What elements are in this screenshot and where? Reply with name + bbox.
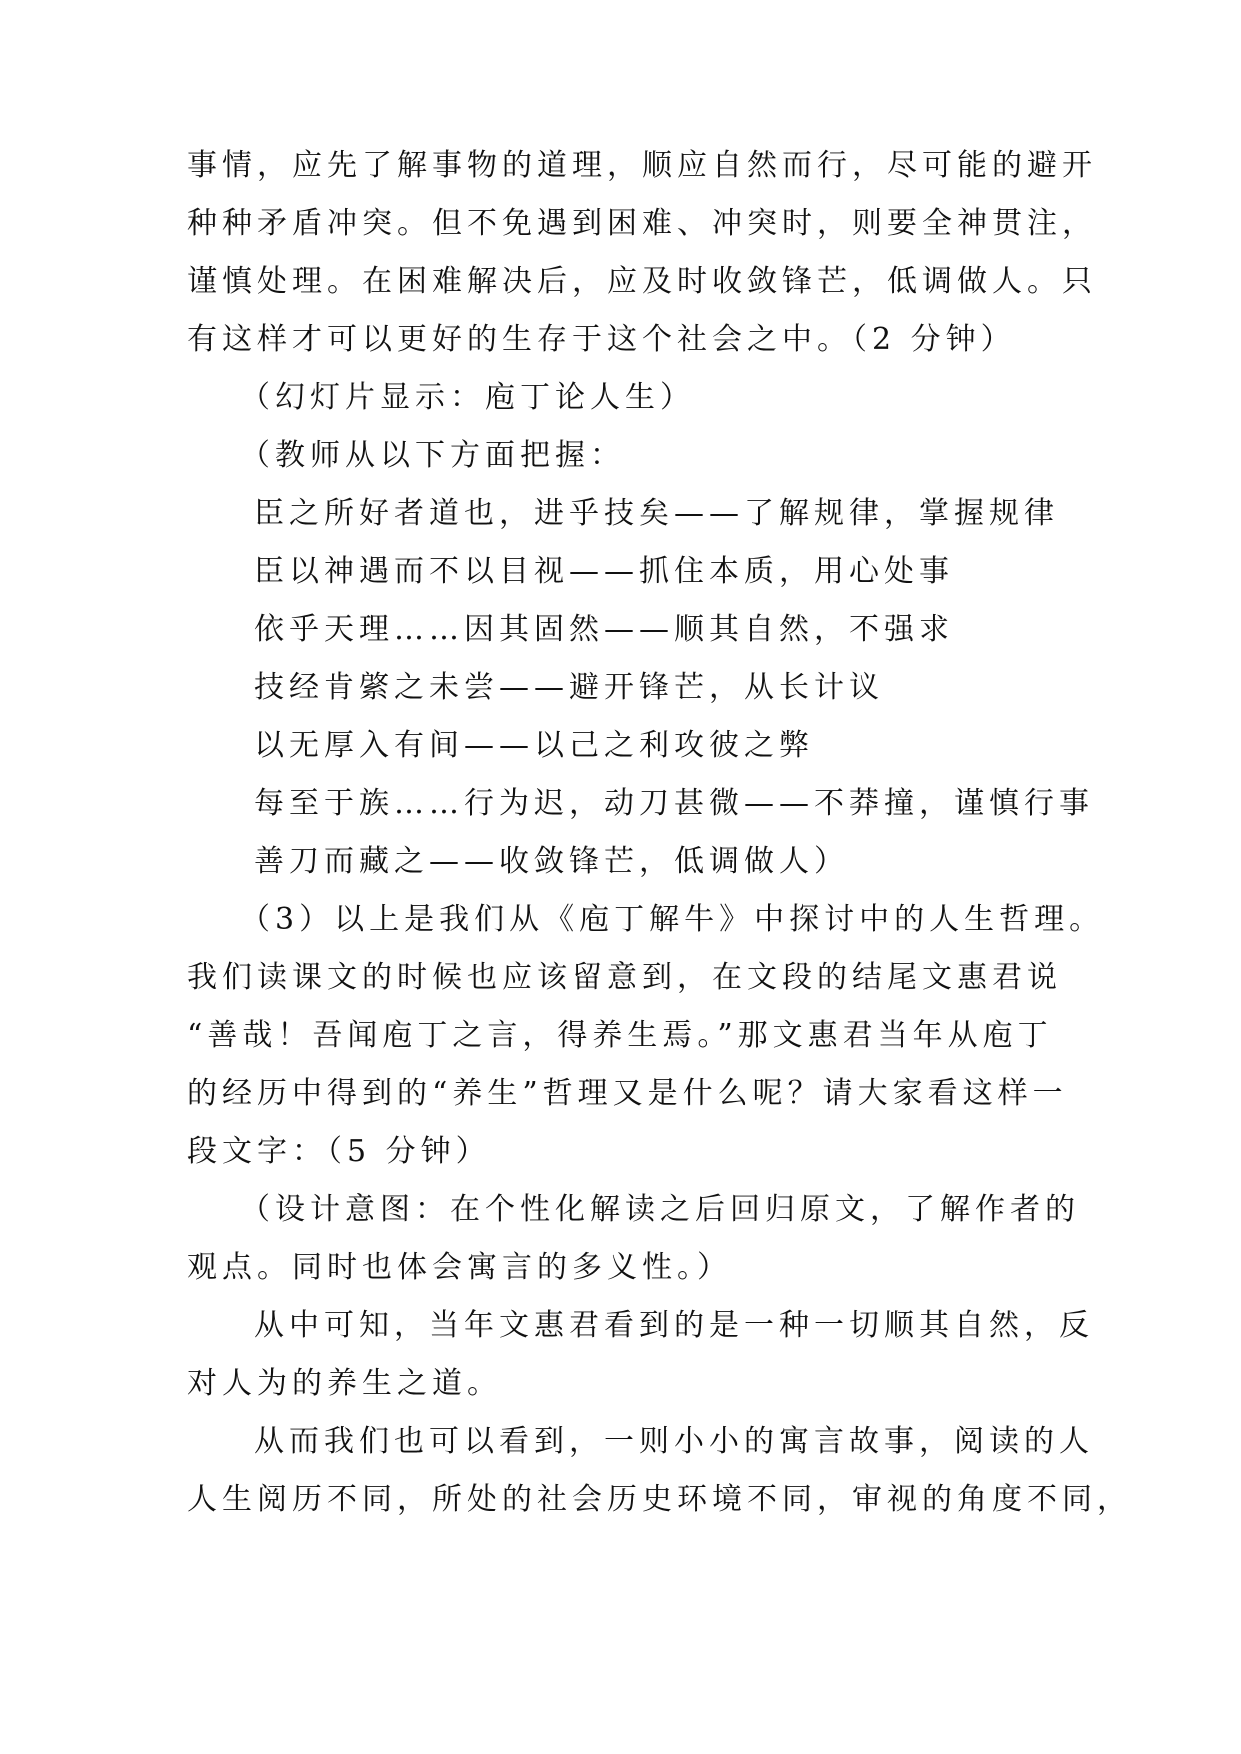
text-line: 谨慎处理。在困难解决后，应及时收敛锋芒，低调做人。只 — [187, 264, 1097, 299]
text-line: 善刀而藏之——收敛锋芒，低调做人） — [254, 844, 849, 879]
text-line: 臣之所好者道也，进乎技矣——了解规律，掌握规律 — [254, 496, 1059, 531]
text-line: （教师从以下方面把握： — [240, 438, 625, 473]
text-line: 段文字：（5 分钟） — [187, 1134, 491, 1169]
text-line: 的经历中得到的“养生”哲理又是什么呢？请大家看这样一 — [187, 1076, 1068, 1111]
text-line: （3）以上是我们从《庖丁解牛》中探讨中的人生哲理。 — [240, 902, 1105, 937]
text-line: 人生阅历不同，所处的社会历史环境不同，审视的角度不同， — [187, 1482, 1132, 1517]
text-line: 从而我们也可以看到，一则小小的寓言故事，阅读的人 — [254, 1424, 1094, 1459]
text-line: 有这样才可以更好的生存于这个社会之中。（2 分钟） — [187, 322, 1016, 357]
text-line: 臣以神遇而不以目视——抓住本质，用心处事 — [254, 554, 954, 589]
text-line: 以无厚入有间——以己之利攻彼之弊 — [254, 728, 814, 763]
text-line: （设计意图：在个性化解读之后回归原文，了解作者的 — [240, 1192, 1080, 1227]
text-line: 每至于族……行为迟，动刀甚微——不莽撞，谨慎行事 — [254, 786, 1094, 821]
text-line: 对人为的养生之道。 — [187, 1366, 502, 1401]
text-line: 观点。同时也体会寓言的多义性。） — [187, 1250, 732, 1285]
text-line: 事情，应先了解事物的道理，顺应自然而行，尽可能的避开 — [187, 148, 1097, 183]
text-line: “善哉！吾闻庖丁之言，得养生焉。”那文惠君当年从庖丁 — [187, 1018, 1053, 1053]
text-line: 从中可知，当年文惠君看到的是一种一切顺其自然，反 — [254, 1308, 1094, 1343]
text-line: （幻灯片显示：庖丁论人生） — [240, 380, 695, 415]
text-line: 种种矛盾冲突。但不免遇到困难、冲突时，则要全神贯注， — [187, 206, 1097, 241]
text-line: 依乎天理……因其固然——顺其自然，不强求 — [254, 612, 954, 647]
text-line: 我们读课文的时候也应该留意到，在文段的结尾文惠君说 — [187, 960, 1062, 995]
text-line: 技经肯綮之未尝——避开锋芒，从长计议 — [254, 670, 884, 705]
